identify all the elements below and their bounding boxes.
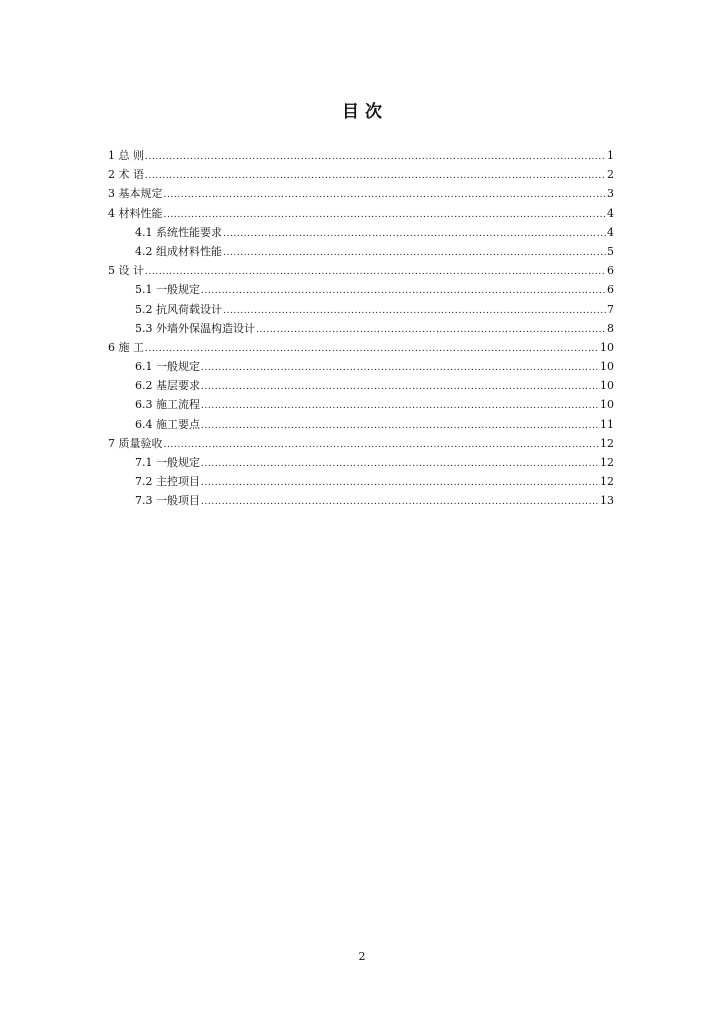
toc-entry[interactable] <box>108 204 614 223</box>
toc-dot-leader <box>145 338 599 359</box>
toc-entry-page: 1 <box>607 149 614 162</box>
toc-entry-page: 4 <box>607 206 614 220</box>
toc-entry-page: 10 <box>600 340 614 354</box>
toc-entry-page: 10 <box>600 398 614 412</box>
toc-entry-page: 10 <box>600 360 614 374</box>
toc-dot-leader <box>223 223 606 244</box>
toc-dot-leader <box>256 319 606 340</box>
toc-entry-label: 6 施 工 <box>108 340 144 354</box>
toc-entry-page: 5 <box>607 244 614 258</box>
toc-entry[interactable] <box>108 357 614 376</box>
toc-entry[interactable] <box>108 453 614 472</box>
toc-entry[interactable] <box>108 261 614 280</box>
toc-entry-label: 3 基本规定 <box>108 187 163 201</box>
toc-entry-label: 4.2 组成材料性能 <box>135 244 222 258</box>
toc-entry-label: 7.3 一般项目 <box>135 494 200 508</box>
toc-entry[interactable] <box>108 280 614 299</box>
toc-entry-label: 5.1 一般规定 <box>135 283 200 297</box>
toc-entry[interactable] <box>108 415 614 434</box>
toc-entry-page: 7 <box>607 302 614 316</box>
toc-dot-leader <box>201 357 599 378</box>
toc-entry[interactable] <box>108 376 614 395</box>
toc-entry-page: 12 <box>600 436 614 450</box>
table-of-contents <box>108 146 614 511</box>
page-title: 目 次 <box>342 102 382 122</box>
toc-entry-label: 7.1 一般规定 <box>135 456 200 469</box>
toc-entry[interactable] <box>108 472 614 491</box>
toc-entry-page: 12 <box>600 475 614 489</box>
toc-dot-leader <box>223 242 606 263</box>
toc-dot-leader <box>164 204 607 225</box>
toc-dot-leader <box>201 453 599 474</box>
toc-entry[interactable] <box>108 242 614 261</box>
toc-entry-label: 5.3 外墙外保温构造设计 <box>135 321 255 335</box>
toc-entry[interactable] <box>108 319 614 338</box>
toc-entry-label: 4 材料性能 <box>108 206 163 220</box>
toc-entry-page: 6 <box>607 283 614 297</box>
toc-entry-label: 7 质量验收 <box>108 436 163 450</box>
toc-entry[interactable] <box>108 184 614 203</box>
toc-entry-page: 6 <box>607 264 614 278</box>
toc-dot-leader <box>164 184 607 205</box>
toc-dot-leader <box>223 300 606 321</box>
toc-entry-page: 12 <box>600 456 614 469</box>
toc-entry[interactable] <box>108 434 614 453</box>
toc-dot-leader <box>201 395 599 416</box>
toc-entry[interactable] <box>108 491 614 510</box>
toc-dot-leader <box>164 434 600 455</box>
toc-entry-label: 2 术 语 <box>108 168 144 182</box>
toc-dot-leader <box>201 280 606 301</box>
toc-entry[interactable] <box>108 223 614 242</box>
toc-dot-leader <box>145 165 606 186</box>
toc-entry[interactable] <box>108 338 614 357</box>
toc-entry[interactable] <box>108 165 614 184</box>
toc-dot-leader <box>201 376 599 397</box>
toc-entry-label: 6.1 一般规定 <box>135 360 200 374</box>
toc-entry-label: 5 设 计 <box>108 264 144 278</box>
toc-entry[interactable] <box>108 300 614 319</box>
toc-entry-label: 6.4 施工要点 <box>135 417 200 431</box>
toc-entry-page: 13 <box>600 494 614 508</box>
toc-entry-label: 6.2 基层要求 <box>135 379 200 393</box>
toc-entry-label: 7.2 主控项目 <box>135 475 200 489</box>
toc-entry-label: 4.1 系统性能要求 <box>135 225 222 239</box>
toc-entry-label: 6.3 施工流程 <box>135 398 200 412</box>
toc-entry-page: 11 <box>600 417 614 431</box>
toc-entry-page: 2 <box>607 168 614 182</box>
toc-dot-leader <box>145 146 606 167</box>
toc-dot-leader <box>201 415 599 436</box>
toc-entry-page: 10 <box>600 379 614 393</box>
page-number: 2 <box>358 950 366 963</box>
toc-entry-page: 8 <box>607 321 614 335</box>
toc-entry-label: 5.2 抗风荷载设计 <box>135 302 222 316</box>
toc-dot-leader <box>201 472 599 493</box>
toc-entry[interactable] <box>108 395 614 414</box>
toc-dot-leader <box>145 261 606 282</box>
toc-entry-page: 3 <box>607 187 614 201</box>
toc-dot-leader <box>201 491 599 512</box>
toc-entry-label: 1 总 则 <box>108 149 144 162</box>
toc-entry-page: 4 <box>607 225 614 239</box>
toc-entry[interactable] <box>108 146 614 165</box>
